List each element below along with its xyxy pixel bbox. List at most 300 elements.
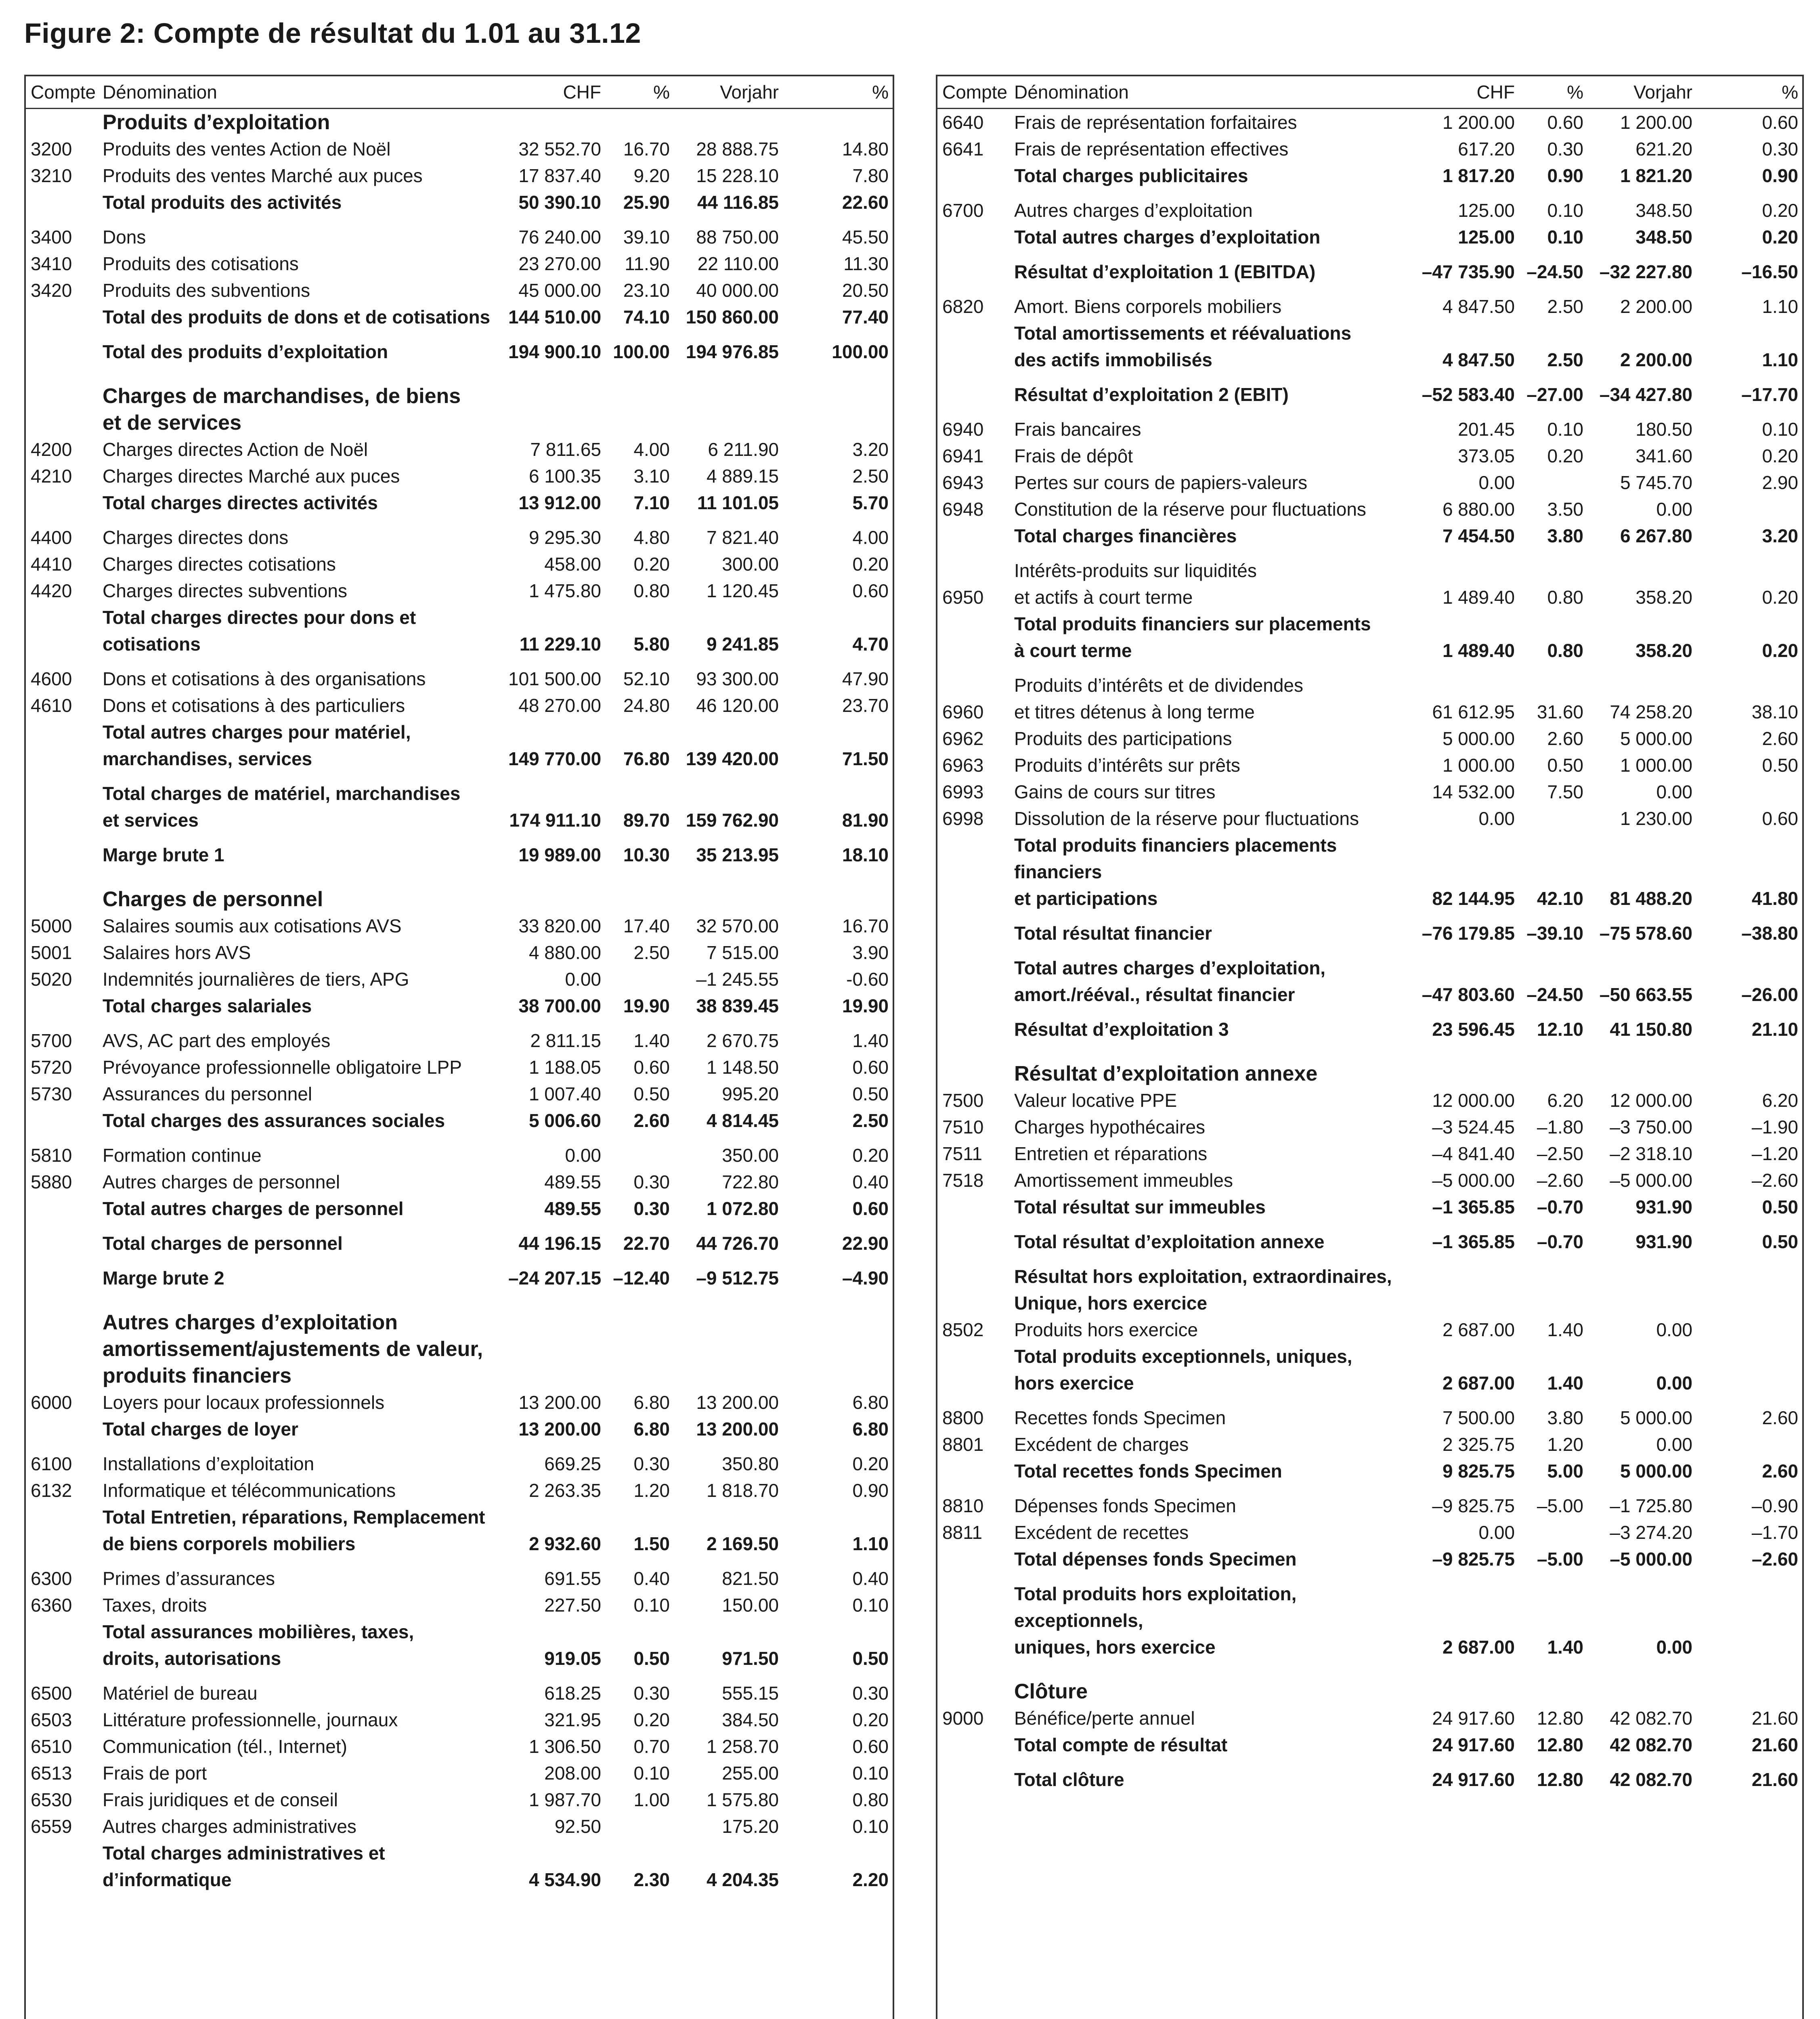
header-chf: CHF xyxy=(1418,76,1519,109)
total-row xyxy=(26,304,893,330)
account-row xyxy=(26,1760,893,1786)
account-code: 6950 xyxy=(942,587,984,608)
account-code xyxy=(26,1265,103,1291)
amount-vorjahr: 995.20 xyxy=(722,1083,779,1104)
amount-vorjahr: 300.00 xyxy=(722,554,779,575)
account-code xyxy=(937,1766,1014,1793)
amount-vorjahr: 5 000.00 xyxy=(1620,1407,1692,1428)
total-row xyxy=(937,1016,1802,1043)
account-name: Charges directes Action de Noël xyxy=(103,439,368,460)
percent-vorjahr: 14.80 xyxy=(842,139,889,160)
percent-vorjahr: 0.20 xyxy=(1762,640,1798,661)
percent-vorjahr: 4.70 xyxy=(852,634,889,655)
amount-vorjahr: 555.15 xyxy=(722,1683,779,1704)
percent-current: 76.80 xyxy=(623,748,670,769)
account-code: 3200 xyxy=(31,139,72,160)
amount-vorjahr: –75 578.60 xyxy=(1599,923,1692,944)
amount-chf: 101 500.00 xyxy=(508,668,602,689)
account-code: 4600 xyxy=(31,668,72,689)
percent-current: 42.10 xyxy=(1537,888,1583,909)
account-row xyxy=(26,1565,893,1592)
spacer-row xyxy=(937,1043,1802,1060)
account-row xyxy=(937,752,1802,779)
amount-chf: 44 196.15 xyxy=(518,1233,601,1254)
percent-current: –2.60 xyxy=(1537,1170,1583,1191)
account-name: Prévoyance professionnelle obligatoire LPP xyxy=(103,1057,462,1078)
account-name: Pertes sur cours de papiers-valeurs xyxy=(1014,472,1308,493)
amount-chf: –1 365.85 xyxy=(1432,1231,1515,1252)
amount-vorjahr: 1 200.00 xyxy=(1620,112,1692,133)
account-code xyxy=(26,1618,103,1672)
section-heading: Clôture xyxy=(1014,1680,1088,1703)
amount-chf: 82 144.95 xyxy=(1432,888,1515,909)
amount-chf: 38 700.00 xyxy=(518,995,601,1016)
total-row xyxy=(937,523,1802,549)
account-name: Total produits financiers placements financiers et participations xyxy=(1014,835,1337,909)
account-code: 7500 xyxy=(942,1090,984,1111)
spacer-cell xyxy=(26,1672,893,1680)
account-code xyxy=(937,162,1014,189)
total-row xyxy=(26,842,893,868)
account-row xyxy=(937,1492,1802,1519)
account-code xyxy=(937,1060,1014,1087)
amount-vorjahr: 348.50 xyxy=(1635,200,1692,221)
percent-current: 0.10 xyxy=(633,1763,670,1784)
account-code xyxy=(26,1504,103,1557)
account-name: Total charges de matériel, marchandises et services xyxy=(103,783,461,831)
right-statement-table xyxy=(937,76,1802,1793)
account-code: 6132 xyxy=(31,1480,72,1501)
percent-vorjahr: 0.30 xyxy=(852,1683,889,1704)
account-name: Indemnités journalières de tiers, APG xyxy=(103,969,409,990)
percent-current xyxy=(605,1142,674,1169)
left-header-row xyxy=(26,76,893,109)
percent-vorjahr: 71.50 xyxy=(842,748,889,769)
percent-vorjahr: 21.60 xyxy=(1751,1708,1798,1729)
account-name: Produits d’intérêts sur prêts xyxy=(1014,755,1240,776)
account-name: Matériel de bureau xyxy=(103,1683,258,1704)
percent-current: 0.10 xyxy=(1547,200,1583,221)
amount-chf: –1 365.85 xyxy=(1432,1196,1515,1217)
percent-vorjahr: –1.70 xyxy=(1751,1522,1798,1543)
amount-vorjahr: 88 750.00 xyxy=(696,227,779,248)
percent-current: 3.50 xyxy=(1547,499,1583,520)
percent-vorjahr: 1.10 xyxy=(1762,296,1798,317)
account-name: Bénéfice/perte annuel xyxy=(1014,1708,1195,1729)
percent-current: 0.60 xyxy=(1547,112,1583,133)
amount-chf: 617.20 xyxy=(1458,139,1515,160)
account-code: 6993 xyxy=(942,781,984,802)
amount-chf: 4 880.00 xyxy=(528,942,601,963)
amount-vorjahr: 971.50 xyxy=(722,1648,779,1669)
amount-chf: 1 489.40 xyxy=(1442,587,1515,608)
percent-current: 3.80 xyxy=(1547,1407,1583,1428)
percent-current: –1.80 xyxy=(1537,1117,1583,1138)
account-row xyxy=(26,913,893,939)
percent-current: –12.40 xyxy=(613,1268,670,1289)
amount-chf: 1 475.80 xyxy=(528,580,601,601)
percent-current xyxy=(605,1813,674,1840)
header-denomination: Dénomination xyxy=(1014,76,1418,109)
spacer-cell xyxy=(26,833,893,842)
amount-vorjahr: 12 000.00 xyxy=(1610,1090,1692,1111)
percent-current: 0.30 xyxy=(633,1683,670,1704)
spacer-row xyxy=(937,947,1802,955)
percent-current: 2.50 xyxy=(1547,349,1583,370)
amount-vorjahr: –3 274.20 xyxy=(1610,1522,1692,1543)
amount-vorjahr: 5 000.00 xyxy=(1620,728,1692,749)
account-name: Total amortissements et réévaluations des actifs immobilisés xyxy=(1014,323,1352,370)
account-code xyxy=(26,489,103,516)
account-code: 6500 xyxy=(31,1683,72,1704)
amount-vorjahr: 159 762.90 xyxy=(686,810,779,831)
account-name: Frais de dépôt xyxy=(1014,445,1133,466)
account-name: Salaires soumis aux cotisations AVS xyxy=(103,915,402,936)
amount-vorjahr: 384.50 xyxy=(722,1709,779,1730)
amount-vorjahr: 0.00 xyxy=(1656,1637,1692,1658)
account-row xyxy=(26,1477,893,1504)
percent-current xyxy=(1519,1519,1587,1546)
percent-vorjahr: 0.90 xyxy=(1762,165,1798,186)
account-code: 5020 xyxy=(31,969,72,990)
account-name: Salaires hors AVS xyxy=(103,942,251,963)
amount-vorjahr: 4 889.15 xyxy=(706,466,779,487)
percent-vorjahr: 100.00 xyxy=(832,341,889,362)
account-row xyxy=(937,725,1802,752)
percent-vorjahr xyxy=(1696,1316,1802,1343)
percent-current: 24.80 xyxy=(623,695,670,716)
amount-vorjahr: 1 821.20 xyxy=(1620,165,1692,186)
spacer-row xyxy=(937,285,1802,293)
account-name: Résultat d’exploitation 3 xyxy=(1014,1019,1229,1040)
amount-chf: 458.00 xyxy=(544,554,601,575)
account-name: Total charges des assurances sociales xyxy=(103,1110,445,1131)
amount-vorjahr: 621.20 xyxy=(1635,139,1692,160)
account-code: 6360 xyxy=(31,1595,72,1616)
percent-current: 22.70 xyxy=(623,1233,670,1254)
account-name: Assurances du personnel xyxy=(103,1083,312,1104)
figure-title: Figure 2: Compte de résultat du 1.01 au 31.12 xyxy=(24,17,641,49)
account-row xyxy=(26,966,893,993)
account-row xyxy=(26,939,893,966)
total-row xyxy=(26,993,893,1019)
percent-current: 2.30 xyxy=(633,1869,670,1890)
amount-vorjahr: 22 110.00 xyxy=(697,253,779,274)
account-row xyxy=(26,551,893,577)
amount-vorjahr: 1 072.80 xyxy=(706,1198,779,1219)
amount-vorjahr: 1 120.45 xyxy=(706,580,779,601)
percent-current: 12.80 xyxy=(1537,1769,1583,1790)
amount-chf: 2 932.60 xyxy=(528,1533,601,1554)
percent-current: 25.90 xyxy=(623,192,670,213)
account-name: Primes d’assurances xyxy=(103,1568,275,1589)
percent-current: 16.70 xyxy=(623,139,670,160)
percent-vorjahr: 0.20 xyxy=(852,1709,889,1730)
account-code: 5000 xyxy=(31,915,72,936)
amount-chf: 1 200.00 xyxy=(1442,112,1515,133)
percent-current: 7.50 xyxy=(1547,781,1583,802)
spacer-row xyxy=(26,330,893,338)
total-row xyxy=(26,338,893,365)
percent-current: 0.80 xyxy=(1547,587,1583,608)
account-name: Charges directes Marché aux puces xyxy=(103,466,400,487)
account-code: 4420 xyxy=(31,580,72,601)
account-name: Entretien et réparations xyxy=(1014,1143,1208,1164)
left-statement-body xyxy=(26,109,893,1893)
percent-vorjahr: 0.10 xyxy=(852,1595,889,1616)
amount-vorjahr: –1 725.80 xyxy=(1610,1495,1692,1516)
total-row xyxy=(937,162,1802,189)
account-row xyxy=(937,1087,1802,1114)
amount-vorjahr: 931.90 xyxy=(1635,1231,1692,1252)
amount-vorjahr: 15 228.10 xyxy=(696,165,779,186)
amount-vorjahr: 4 814.45 xyxy=(706,1110,779,1131)
percent-vorjahr: 47.90 xyxy=(842,668,889,689)
account-name: Produits des ventes Marché aux puces xyxy=(103,165,423,186)
amount-chf: 50 390.10 xyxy=(518,192,601,213)
account-name: Résultat d’exploitation 2 (EBIT) xyxy=(1014,384,1289,405)
amount-chf: 4 847.50 xyxy=(1442,349,1515,370)
account-code xyxy=(937,611,1014,664)
amount-vorjahr: 194 976.85 xyxy=(686,341,779,362)
percent-current: 4.00 xyxy=(633,439,670,460)
amount-chf: 92.50 xyxy=(554,1816,601,1837)
percent-vorjahr: 0.50 xyxy=(852,1648,889,1669)
percent-current xyxy=(1519,805,1587,832)
amount-chf: 321.95 xyxy=(544,1709,601,1730)
percent-current: 5.80 xyxy=(633,634,670,655)
spacer-cell xyxy=(937,285,1802,293)
amount-vorjahr: 44 726.70 xyxy=(696,1233,779,1254)
amount-chf: –4 841.40 xyxy=(1432,1143,1515,1164)
percent-vorjahr: 5.70 xyxy=(852,492,889,513)
percent-current: 1.40 xyxy=(633,1030,670,1051)
percent-vorjahr: 21.60 xyxy=(1751,1734,1798,1755)
account-name: Frais de port xyxy=(103,1763,207,1784)
percent-vorjahr: –2.60 xyxy=(1751,1549,1798,1570)
account-code xyxy=(937,1678,1014,1705)
account-code xyxy=(937,224,1014,250)
amount-vorjahr: 1 000.00 xyxy=(1620,755,1692,776)
percent-vorjahr: 4.00 xyxy=(852,527,889,548)
percent-current: 2.50 xyxy=(633,942,670,963)
account-name: Résultat d’exploitation 1 (EBITDA) xyxy=(1014,261,1316,282)
amount-chf: –9 825.75 xyxy=(1432,1495,1515,1516)
account-name: Total charges financières xyxy=(1014,525,1237,546)
spacer-cell xyxy=(937,408,1802,416)
account-name: Total charges salariales xyxy=(103,995,312,1016)
percent-current: 1.40 xyxy=(1547,1373,1583,1394)
percent-current: 0.10 xyxy=(633,1595,670,1616)
percent-vorjahr: 7.80 xyxy=(852,165,889,186)
account-name: Produits des ventes Action de Noël xyxy=(103,139,391,160)
account-code xyxy=(937,1458,1014,1484)
amount-chf: 14 532.00 xyxy=(1432,781,1515,802)
total-row xyxy=(937,1228,1802,1255)
amount-chf: 618.25 xyxy=(544,1683,601,1704)
section-heading-row xyxy=(26,109,893,136)
account-code: 6100 xyxy=(31,1453,72,1474)
spacer-row xyxy=(937,373,1802,381)
amount-vorjahr: 0.00 xyxy=(1656,1434,1692,1455)
account-row xyxy=(26,250,893,277)
account-code: 7510 xyxy=(942,1117,984,1138)
spacer-cell xyxy=(26,657,893,665)
account-row xyxy=(937,1114,1802,1140)
account-row xyxy=(26,1389,893,1416)
percent-current: 0.80 xyxy=(1547,640,1583,661)
account-code xyxy=(937,258,1014,285)
account-name: Produits d’intérêts et de dividendes et titres détenus à long terme xyxy=(1014,675,1303,722)
account-row xyxy=(937,1404,1802,1431)
account-code: 9000 xyxy=(942,1708,984,1729)
total-row xyxy=(937,611,1802,664)
amount-vorjahr: 2 670.75 xyxy=(706,1030,779,1051)
percent-vorjahr: 2.60 xyxy=(1762,728,1798,749)
percent-vorjahr: 0.20 xyxy=(1762,587,1798,608)
amount-chf: 4 847.50 xyxy=(1442,296,1515,317)
percent-vorjahr: 6.80 xyxy=(852,1419,889,1440)
amount-chf: 19 989.00 xyxy=(518,844,601,865)
percent-current: 12.80 xyxy=(1537,1734,1583,1755)
amount-vorjahr: 1 148.50 xyxy=(706,1057,779,1078)
amount-chf: 227.50 xyxy=(544,1595,601,1616)
account-name: Total produits exceptionnels, uniques, hors exercice xyxy=(1014,1346,1352,1394)
amount-chf: 32 552.70 xyxy=(518,139,601,160)
percent-vorjahr: 2.50 xyxy=(852,1110,889,1131)
percent-vorjahr: 6.20 xyxy=(1762,1090,1798,1111)
percent-vorjahr: –38.80 xyxy=(1741,923,1798,944)
percent-current: –24.50 xyxy=(1526,984,1583,1005)
account-name: Frais de représentation effectives xyxy=(1014,139,1289,160)
account-name: Intérêts-produits sur liquidités et actifs à court terme xyxy=(1014,560,1257,608)
amount-vorjahr: 11 101.05 xyxy=(697,492,779,513)
account-name: Total charges de loyer xyxy=(103,1419,298,1440)
spacer-row xyxy=(937,664,1802,672)
percent-current: 4.80 xyxy=(633,527,670,548)
amount-chf: –3 524.45 xyxy=(1432,1117,1515,1138)
account-name: Autres charges de personnel xyxy=(103,1171,340,1192)
amount-chf: 2 325.75 xyxy=(1442,1434,1515,1455)
amount-chf: 489.55 xyxy=(544,1198,601,1219)
percent-vorjahr: 2.60 xyxy=(1762,1407,1798,1428)
amount-vorjahr: 722.80 xyxy=(722,1171,779,1192)
spacer-cell xyxy=(26,1291,893,1309)
spacer-cell xyxy=(937,549,1802,557)
amount-chf: 11 229.10 xyxy=(519,634,601,655)
spacer-cell xyxy=(26,1442,893,1450)
spacer-row xyxy=(26,1291,893,1309)
account-row xyxy=(26,136,893,162)
percent-vorjahr: 2.50 xyxy=(852,466,889,487)
account-name: Formation continue xyxy=(103,1145,262,1166)
spacer-row xyxy=(26,772,893,780)
account-code xyxy=(26,338,103,365)
account-name: Produits des subventions xyxy=(103,280,310,301)
amount-chf: 61 612.95 xyxy=(1432,701,1515,722)
account-row xyxy=(937,136,1802,162)
account-code: 6963 xyxy=(942,755,984,776)
amount-chf: 2 263.35 xyxy=(528,1480,601,1501)
percent-vorjahr: 38.10 xyxy=(1751,701,1798,722)
account-row xyxy=(937,1705,1802,1731)
account-row xyxy=(26,277,893,304)
amount-chf: 23 270.00 xyxy=(518,253,601,274)
amount-vorjahr: 13 200.00 xyxy=(696,1419,779,1440)
percent-current: 100.00 xyxy=(613,341,670,362)
account-row xyxy=(937,1167,1802,1194)
amount-chf: 194 900.10 xyxy=(508,341,602,362)
account-name: Total charges administratives et d’informatique xyxy=(103,1843,385,1890)
account-row xyxy=(937,469,1802,496)
account-name: Total dépenses fonds Specimen xyxy=(1014,1549,1297,1570)
total-row xyxy=(937,381,1802,408)
percent-current: 0.20 xyxy=(633,554,670,575)
total-row xyxy=(26,1416,893,1442)
percent-current: 0.70 xyxy=(633,1736,670,1757)
account-row xyxy=(26,1680,893,1706)
amount-chf: 919.05 xyxy=(544,1648,601,1669)
account-name: Total résultat sur immeubles xyxy=(1014,1196,1266,1217)
percent-current: 0.20 xyxy=(1547,445,1583,466)
amount-vorjahr: 32 570.00 xyxy=(696,915,779,936)
percent-vorjahr: 1.10 xyxy=(1762,349,1798,370)
account-code: 6998 xyxy=(942,808,984,829)
account-name: Autres charges d’exploitation xyxy=(1014,200,1253,221)
total-row xyxy=(937,1263,1802,1316)
total-row xyxy=(937,320,1802,373)
account-name: Total compte de résultat xyxy=(1014,1734,1228,1755)
spacer-row xyxy=(937,1758,1802,1766)
percent-current: 3.10 xyxy=(633,466,670,487)
account-row xyxy=(937,197,1802,224)
account-name: Dons et cotisations à des particuliers xyxy=(103,695,405,716)
amount-chf: 45 000.00 xyxy=(518,280,601,301)
account-code xyxy=(26,383,103,436)
percent-current: 19.90 xyxy=(623,995,670,1016)
amount-vorjahr: 9 241.85 xyxy=(706,634,779,655)
percent-current: 11.90 xyxy=(625,253,670,274)
percent-current: 17.40 xyxy=(623,915,670,936)
percent-vorjahr: 0.60 xyxy=(1762,112,1798,133)
percent-vorjahr: 22.90 xyxy=(842,1233,889,1254)
account-code xyxy=(937,1263,1014,1316)
amount-chf: 0.00 xyxy=(1478,1522,1515,1543)
percent-vorjahr: 0.60 xyxy=(1762,808,1798,829)
section-heading-row xyxy=(937,1060,1802,1087)
account-row xyxy=(26,1054,893,1081)
percent-vorjahr: 21.60 xyxy=(1751,1769,1798,1790)
total-row xyxy=(26,604,893,657)
amount-vorjahr: –9 512.75 xyxy=(696,1268,779,1289)
account-name: Marge brute 1 xyxy=(103,844,224,865)
amount-chf: –52 583.40 xyxy=(1422,384,1515,405)
account-code: 7518 xyxy=(942,1170,984,1191)
account-name: Autres charges administratives xyxy=(103,1816,356,1837)
total-row xyxy=(937,1194,1802,1220)
spacer-row xyxy=(26,1019,893,1027)
account-code: 5720 xyxy=(31,1057,72,1078)
account-row xyxy=(937,293,1802,320)
percent-current: 2.60 xyxy=(1547,728,1583,749)
account-row xyxy=(937,1140,1802,1167)
account-row xyxy=(26,1733,893,1760)
spacer-row xyxy=(937,1572,1802,1580)
amount-vorjahr: 139 420.00 xyxy=(686,748,779,769)
amount-vorjahr: 93 300.00 xyxy=(696,668,779,689)
total-row xyxy=(937,832,1802,912)
amount-vorjahr: 35 213.95 xyxy=(696,844,779,865)
